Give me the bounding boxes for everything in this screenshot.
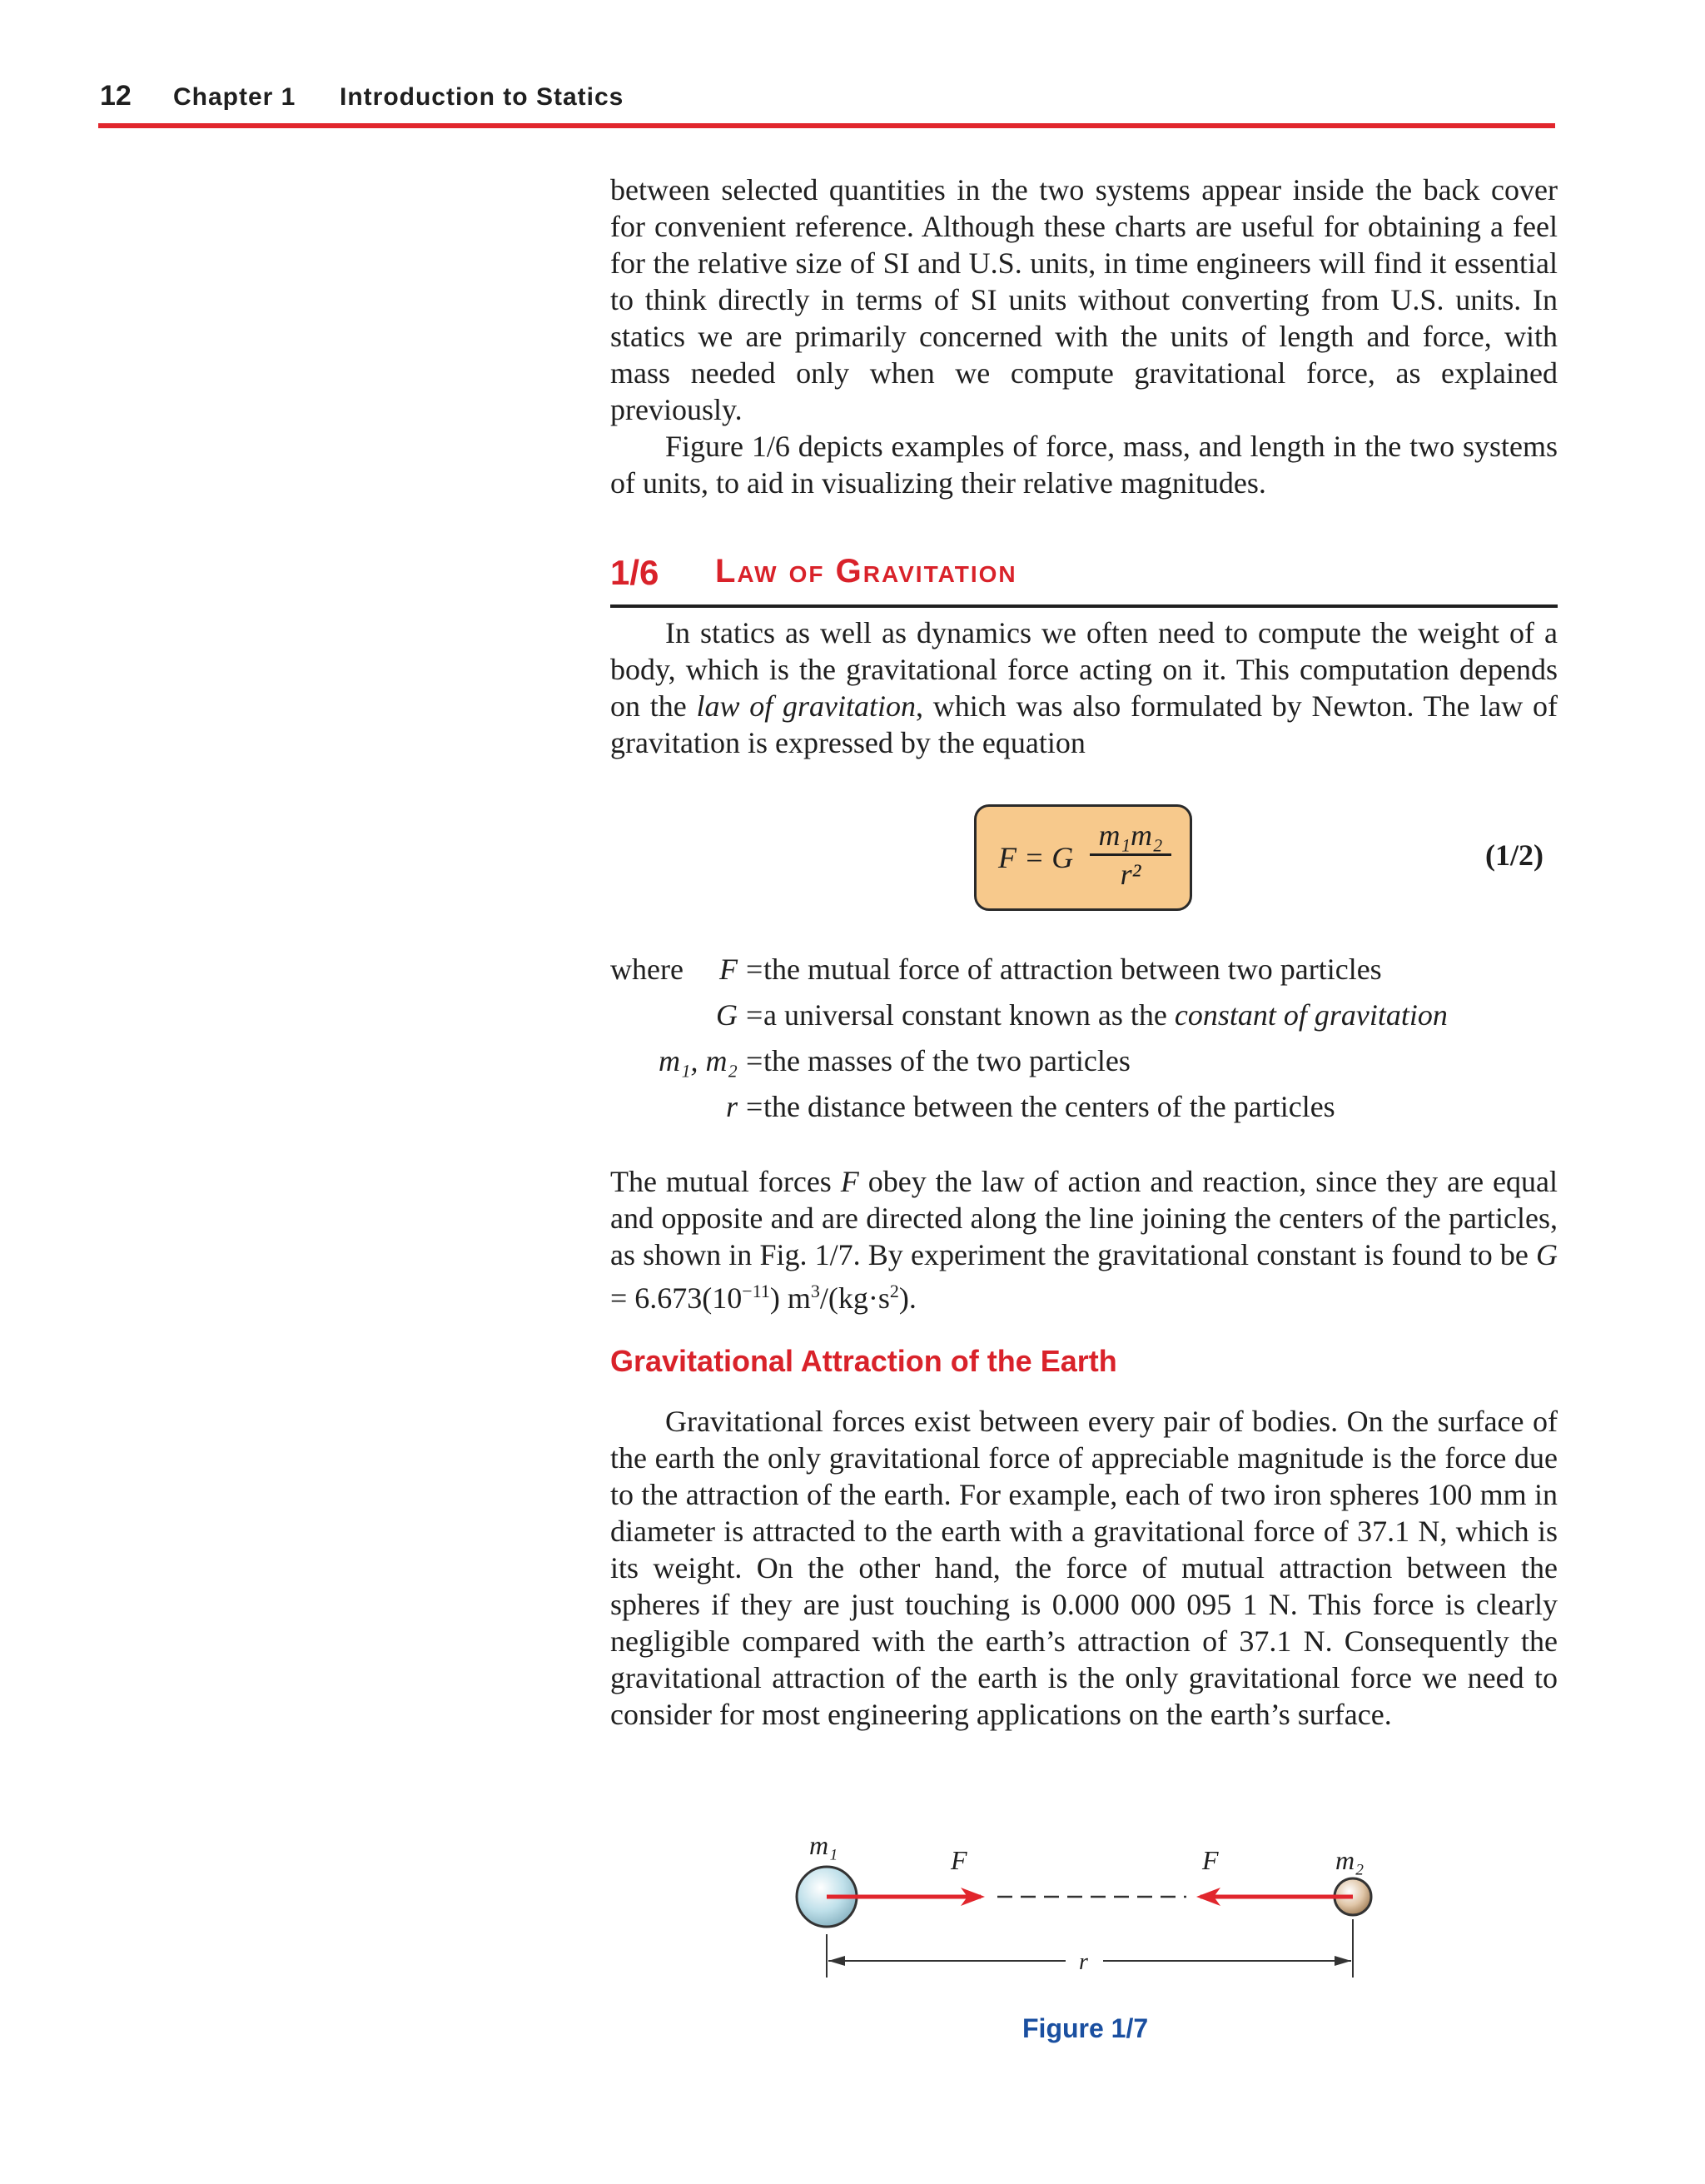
intro-paragraph-2: Figure 1/6 depicts examples of force, mass, and length in the two systems of units, to aid in visualizing their relative magnitudes. [610, 430, 1558, 500]
section-heading [610, 553, 1558, 608]
definition-text: the masses of the two particles [763, 1044, 1131, 1077]
dimension-arrow-left [828, 1956, 845, 1966]
label-m2: m₂ [1335, 1845, 1364, 1875]
section-paragraph: In statics as well as dynamics we often need to compute the weight of a body, which is the gravitational force acting on it. This computation depends on the law of gravitation, which was also formulated by Newton. The law of gravitation is expressed by the equation [610, 616, 1558, 759]
intro-paragraph-1: between selected quantities in the two systems appear inside the back cover for convenient reference. Although these charts are useful for obtaining a feel for the relative size of SI and U.S. units, in time engineers will find it essential to think directly in terms of SI units without converting from U.S. units. In statics we are primarily concerned with the units of length and force, with mass needed only when we compute gravitational force, as explained previously. [610, 173, 1558, 426]
subsection-paragraph: Gravitational forces exist between every pair of bodies. On the surface of the earth the only gravitational force of appreciable magnitude is the force due to the attraction of the earth. For example, each of two iron spheres 100 mm in diameter is attracted to the earth with a gravitational force of 37.1 N, which is its weight. On the other hand, the force of mutual attraction between the spheres if they are just touching is 0.000 000 095 1 N. This force is clearly negligible compared with the earth’s attraction of 37.1 N. Consequently the gravitational attraction of the earth is the only gravitational force we need to consider for most engineering applications on the earth’s surface. [610, 1405, 1558, 1731]
running-header [100, 80, 1557, 122]
definition-text: the mutual force of attraction between two particles [763, 953, 1382, 986]
equation-box [974, 804, 1192, 911]
section-title: Law of Gravitation [715, 553, 1017, 590]
figure-diagram [783, 1828, 1382, 1994]
definition-symbol: r [725, 1090, 738, 1123]
label-m1: m₁ [809, 1830, 838, 1860]
page-number: 12 [100, 80, 132, 112]
fraction-bar [1090, 853, 1171, 856]
subsection-title: Gravitational Attraction of the Earth [610, 1344, 1117, 1378]
equation-fraction [1090, 818, 1171, 891]
definition-text: the distance between the centers of the particles [763, 1090, 1335, 1123]
definition-equals: = [746, 998, 763, 1032]
section-number: 1/6 [610, 553, 659, 592]
section-intro [610, 614, 1558, 761]
equation-lhs: F = G [998, 841, 1074, 874]
definition-equals: = [746, 1044, 763, 1077]
figure-caption: Figure 1/7 [1022, 2013, 1149, 2043]
definition-symbol: F [719, 953, 738, 986]
label-force-left: F [951, 1845, 967, 1875]
dimension-arrow-right [1335, 1956, 1351, 1966]
chapter-label: Chapter 1 [173, 83, 296, 111]
subsection-text [610, 1403, 1558, 1733]
mutual-forces-paragraph: The mutual forces F obey the law of action and reaction, since they are equal and opposite and are directed along the line joining the centers of the particles, as shown in Fig. 1/7. By experiment the gravitational constant is found to be $G = 6.673(10^{-11})$ $m^3/(kg\cdot s^2)$. [610, 1165, 1558, 1315]
equation-numerator: m₁m₂ [1098, 818, 1163, 852]
equation-denominator: r² [1120, 858, 1141, 891]
definition-equals: = [746, 1090, 763, 1123]
definition-symbol: G [716, 998, 738, 1032]
label-distance: r [1079, 1949, 1088, 1975]
definition-symbol: m₁, m₂ [658, 1044, 738, 1077]
intro-text [610, 172, 1558, 501]
mutual-forces-text [610, 1163, 1558, 1316]
chapter-title: Introduction to Statics [340, 83, 624, 111]
where-label: where [610, 953, 683, 986]
equation-number: (1/2) [1485, 838, 1543, 872]
label-force-right: F [1202, 1845, 1219, 1875]
definition-text: a universal constant known as the constant of gravitation [763, 998, 1448, 1032]
header-rule [98, 123, 1555, 128]
definition-equals: = [746, 953, 763, 986]
